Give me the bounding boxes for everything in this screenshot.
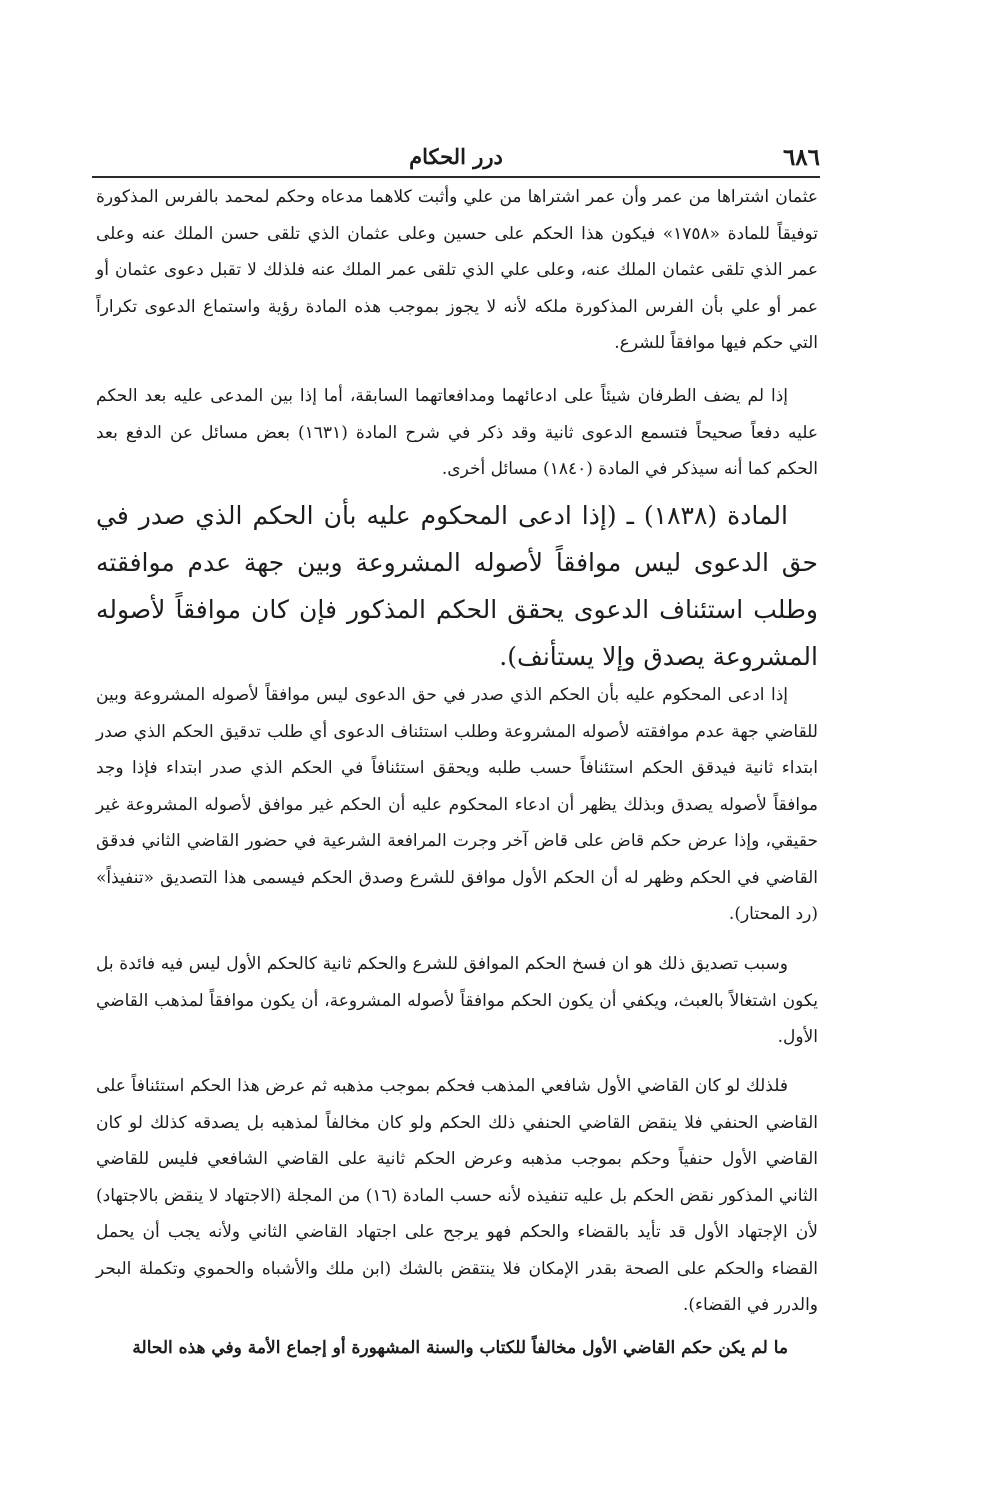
paragraph-1: عثمان اشتراها من عمر وأن عمر اشتراها من علي وأثبت كلاهما مدعاه وحكم لمحمد بالفرس المذكورة توفيقاً للمادة «١٧٥٨» فيكون هذا الحكم على حسين وعلى عثمان الذي تلقى حسن الملك عنه وعلى عمر الذي تلقى عثمان الملك عنه، وعلى علي الذي تلقى عمر الملك عنه فلذلك لا تقبل دعوى عثمان أو عمر أو علي بأن الفرس المذكورة ملكه لأنه لا يجوز بموجب هذه المادة رؤية واستماع الدعوى تكراراً التي حكم فيها موافقاً للشرع. xyxy=(96,187,818,353)
page-number: ٦٨٦ xyxy=(782,144,820,171)
header-rule xyxy=(92,176,820,178)
running-title: درر الحكام xyxy=(409,144,503,169)
paragraph-5: فلذلك لو كان القاضي الأول شافعي المذهب فحكم بموجب مذهبه ثم عرض هذا الحكم استئنافاً على القاضي الحنفي فلا ينقض القاضي الحنفي ذلك الحكم ولو كان مخالفاً لمذهبه بل يصدقه كذلك لو كان القاضي الأول حنفياً وحكم بموجب مذهبه وعرض الحكم ثانية على القاضي الشافعي فليس للقاضي الثاني المذكور نقض الحكم بل عليه تنفيذه لأنه حسب المادة (١٦) من المجلة (الاجتهاد لا ينقض بالاجتهاد) لأن الإجتهاد الأول قد تأيد بالقضاء والحكم فهو يرجح على اجتهاد القاضي الثاني ولأنه يجب أن يحمل القضاء والحكم على الصحة بقدر الإمكان فلا ينتقض بالشك (ابن ملك والأشباه والحموي وتكملة البحر والدرر في القضاء). xyxy=(96,1076,818,1315)
article-1838: المادة (١٨٣٨) ـ (إذا ادعى المحكوم عليه بأن الحكم الذي صدر في حق الدعوى ليس موافقاً لأصوله المشروعة وبين جهة عدم موافقته وطلب استئناف الدعوى يحقق الحكم المذكور فإن كان موافقاً لأصوله المشروعة يصدق وإلا يستأنف). xyxy=(96,501,818,671)
paragraph-2: إذا لم يضف الطرفان شيئاً على ادعائهما ومدافعاتهما السابقة، أما إذا بين المدعى عليه بعد الحكم عليه دفعاً صحيحاً فتسمع الدعوى ثانية وقد ذكر في شرح المادة (١٦٣١) بعض مسائل عن الدفع بعد الحكم كما أنه سيذكر في المادة (١٨٤٠) مسائل أخرى. xyxy=(96,386,818,479)
paragraph-6: ما لم يكن حكم القاضي الأول مخالفاً للكتاب والسنة المشهورة أو إجماع الأمة وفي هذه الحالة xyxy=(132,1338,788,1358)
paragraph-3: إذا ادعى المحكوم عليه بأن الحكم الذي صدر في حق الدعوى ليس موافقاً لأصوله المشروعة وبين للقاضي جهة عدم موافقته لأصوله المشروعة وطلب استئناف الدعوى أي طلب تدقيق الحكم الذي صدر ابتداء ثانية فيدقق الحكم استئنافاً حسب طلبه ويحقق استئنافاً في الحكم الذي صدر ابتداء فإذا وجد موافقاً لأصوله يصدق وبذلك يظهر أن ادعاء المحكوم عليه أن الحكم غير موافق لأصوله المشروعة غير حقيقي، وإذا عرض حكم قاض على قاض آخر وجرت المرافعة الشرعية في حضور القاضي الثاني فدقق القاضي في الحكم وظهر له أن الحكم الأول موافق للشرع وصدق الحكم فيسمى هذا التصديق «تنفيذاً» (رد المحتار). xyxy=(96,685,818,924)
page-header xyxy=(92,140,820,174)
paragraph-4: وسبب تصديق ذلك هو ان فسخ الحكم الموافق للشرع والحكم ثانية كالحكم الأول ليس فيه فائدة بل يكون اشتغالاً بالعبث، ويكفي أن يكون الحكم موافقاً لأصوله المشروعة، أن يكون موافقاً لمذهب القاضي الأول. xyxy=(96,954,818,1047)
